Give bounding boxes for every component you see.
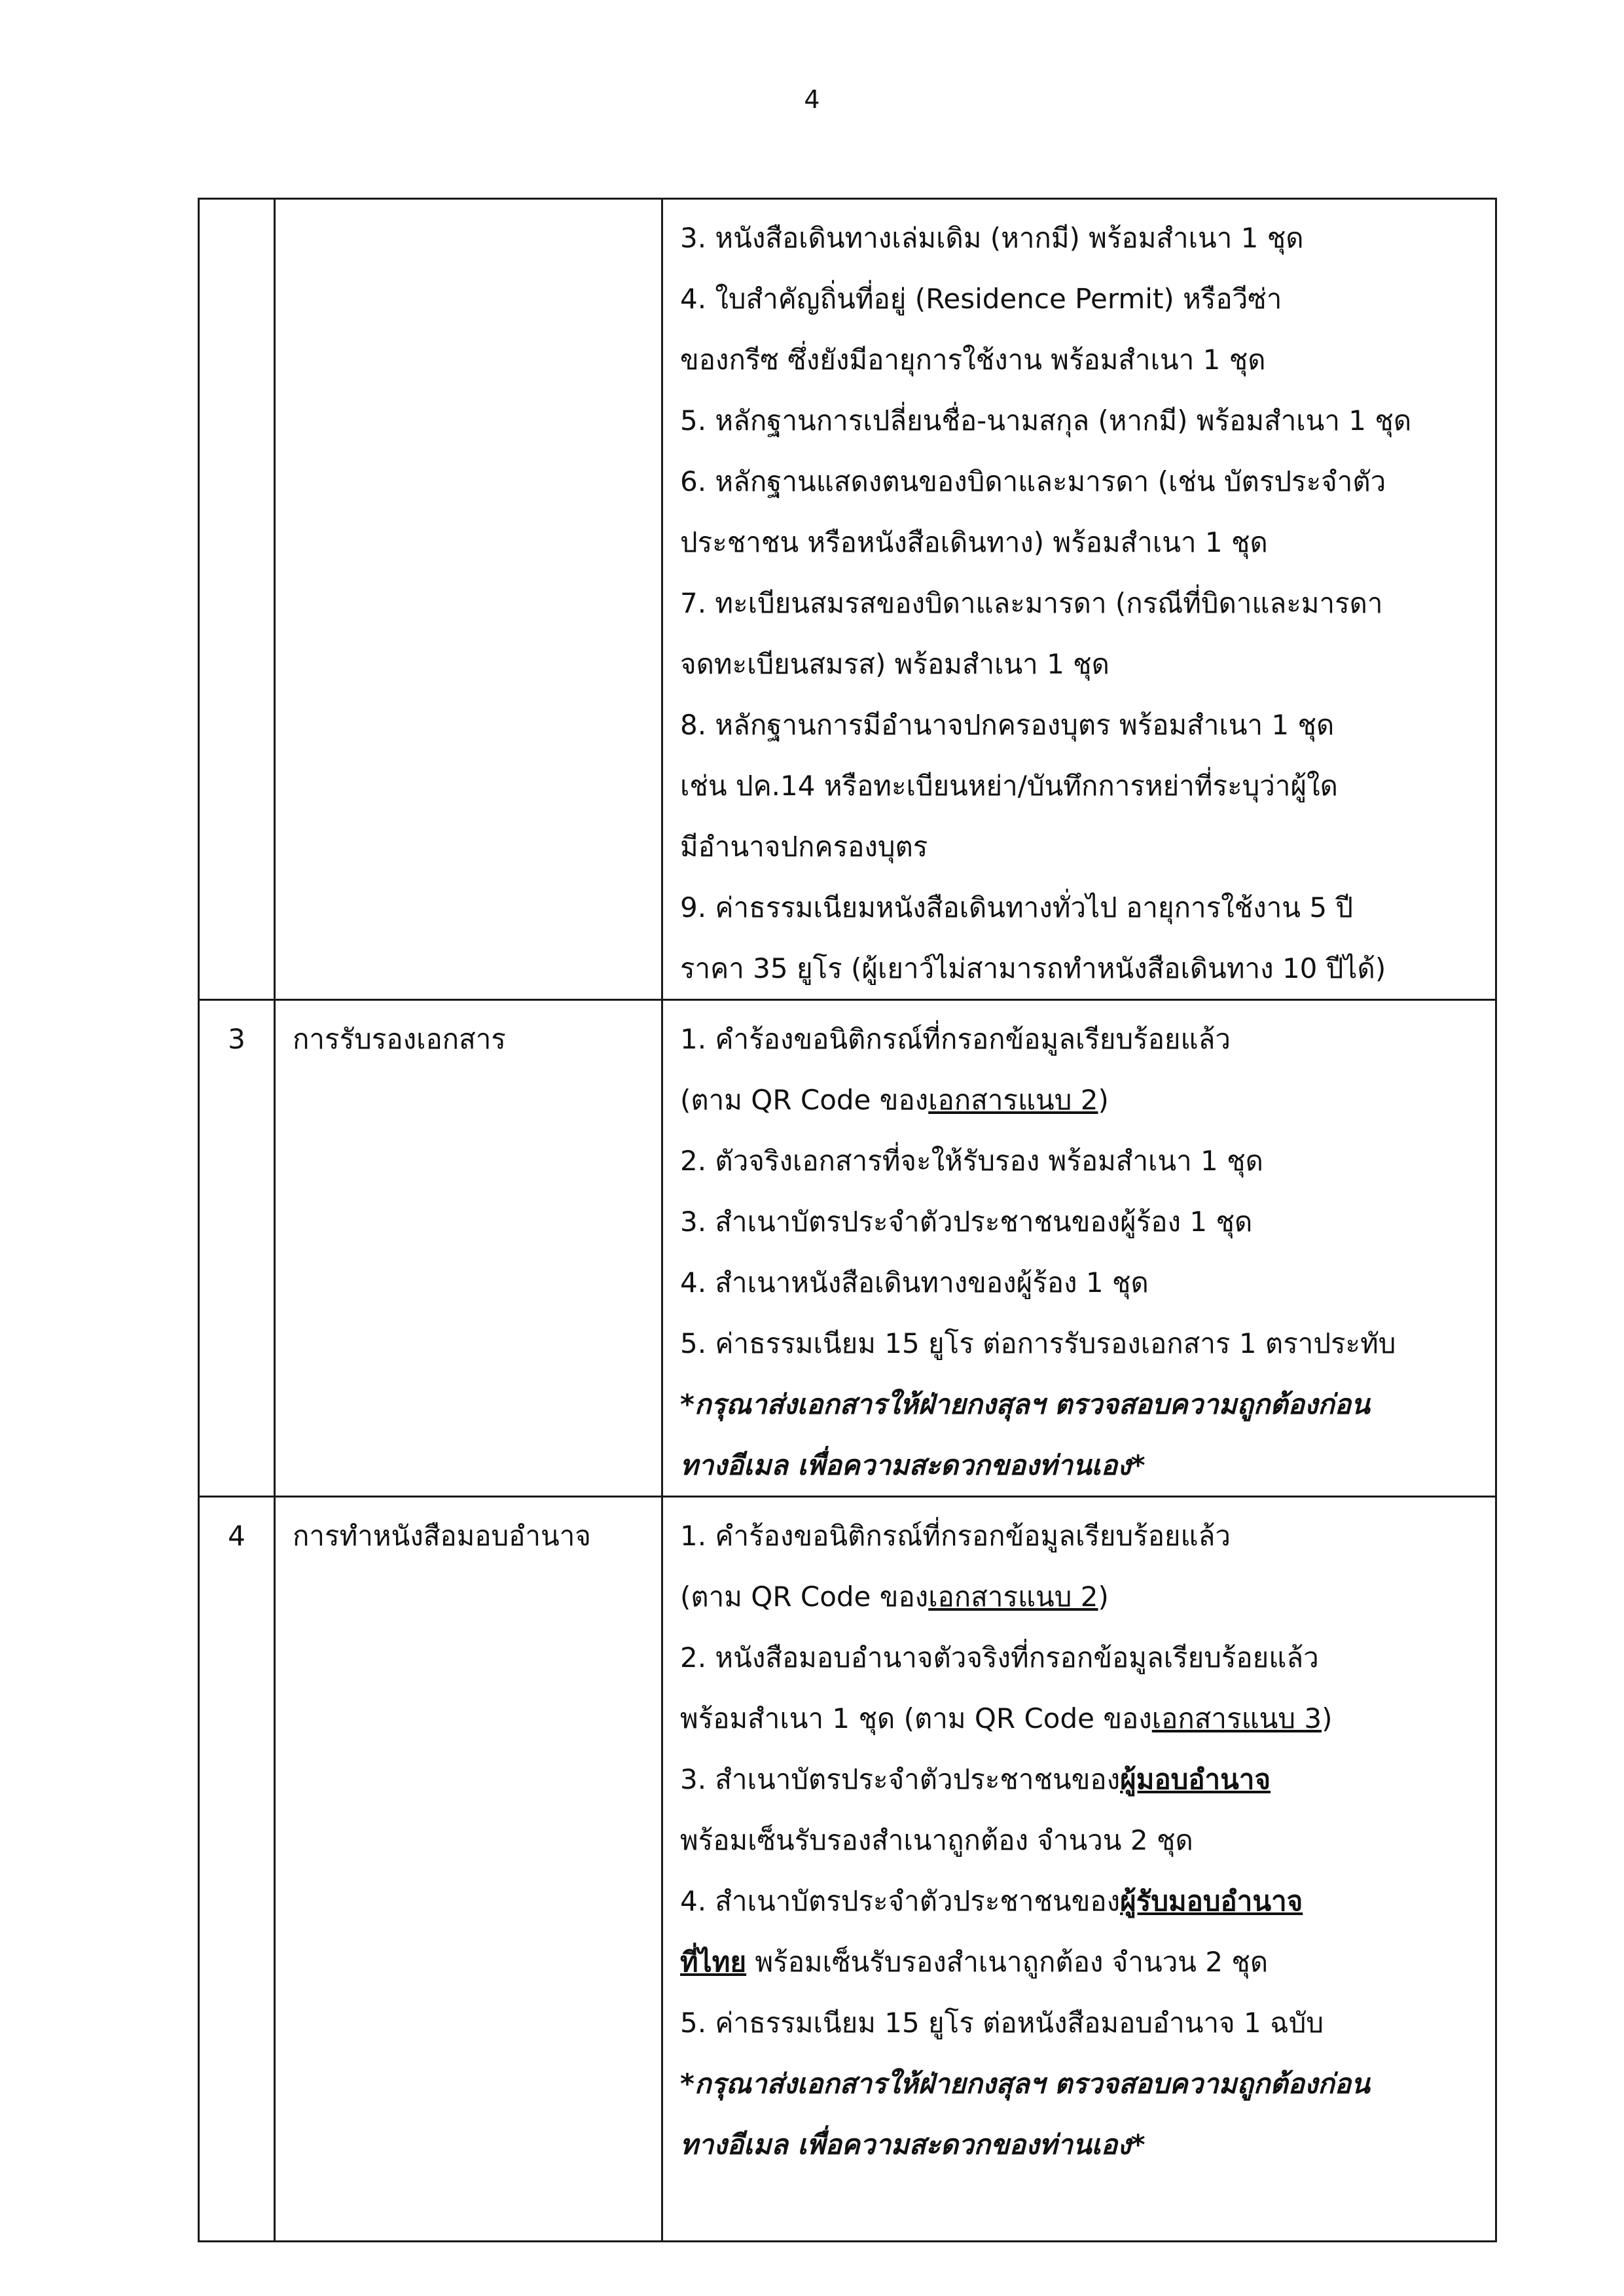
requirement-line: 6. หลักฐานแสดงตนของบิดาและมารดา (เช่น บัตรประจำตัว: [680, 465, 1386, 497]
table-row: [199, 1000, 1496, 1497]
requirement-text: ): [1322, 1702, 1333, 1734]
requirement-line: 8. หลักฐานการมีอำนาจปกครองบุตร พร้อมสำเนา 1 ชุด: [680, 709, 1335, 741]
grantor-emphasis: ผู้มอบอำนาจ: [1120, 1763, 1271, 1795]
note-line: *กรุณาส่งเอกสารให้ฝ่ายกงสุลฯ ตรวจสอบความถูกต้องก่อน: [680, 2068, 1370, 2100]
requirements-cell: [662, 199, 1496, 1000]
requirement-line: พร้อมเซ็นรับรองสำเนาถูกต้อง จำนวน 2 ชุด: [680, 1824, 1193, 1856]
requirement-text: ): [1098, 1084, 1109, 1116]
note-line: *กรุณาส่งเอกสารให้ฝ่ายกงสุลฯ ตรวจสอบความถูกต้องก่อน: [680, 1388, 1370, 1420]
requirement-line: [680, 1931, 1485, 1992]
requirement-text: พร้อมเซ็นรับรองสำเนาถูกต้อง จำนวน 2 ชุด: [746, 1946, 1269, 1978]
requirement-text: 3. สำเนาบัตรประจำตัวประชาชนของ: [680, 1763, 1121, 1795]
requirement-line: มีอำนาจปกครองบุตร: [680, 831, 928, 863]
attachment-2-link: เอกสารแนบ 2: [928, 1581, 1098, 1613]
requirement-text: (ตาม QR Code ของ: [680, 1581, 929, 1613]
requirement-line: 2. ตัวจริงเอกสารที่จะให้รับรอง พร้อมสำเนา 1 ชุด: [680, 1145, 1263, 1177]
requirement-line: 5. ค่าธรรมเนียม 15 ยูโร ต่อหนังสือมอบอำนาจ 1 ฉบับ: [680, 2007, 1324, 2039]
requirement-line: 2. หนังสือมอบอำนาจตัวจริงที่กรอกข้อมูลเรียบร้อยแล้ว: [680, 1641, 1319, 1674]
row-number-cell: [199, 199, 275, 1000]
in-thailand-emphasis: ที่ไทย: [680, 1946, 747, 1978]
requirements-table: [198, 198, 1497, 2242]
requirement-line: [680, 1566, 1485, 1627]
row-number-cell: 4: [199, 1497, 275, 2242]
page-number: 4: [804, 85, 820, 114]
requirement-line: เช่น ปค.14 หรือทะเบียนหย่า/บันทึกการหย่าที่ระบุว่าผู้ใด: [680, 770, 1338, 802]
requirement-line: 4. ใบสำคัญถิ่นที่อยู่ (Residence Permit) หรือวีซ่า: [680, 283, 1282, 315]
table-row: [199, 1497, 1496, 2242]
note-line: ทางอีเมล เพื่อความสะดวกของท่านเอง*: [680, 2128, 1146, 2161]
requirement-line: [680, 1871, 1485, 1931]
requirement-line: 1. คำร้องขอนิติกรณ์ที่กรอกข้อมูลเรียบร้อยแล้ว: [680, 1520, 1231, 1552]
grantee-emphasis: ผู้รับมอบอำนาจ: [1120, 1885, 1303, 1917]
requirement-line: ของกรีซ ซึ่งยังมีอายุการใช้งาน พร้อมสำเนา 1 ชุด: [680, 344, 1266, 376]
requirements-cell: [662, 1497, 1496, 2242]
note-line: ทางอีเมล เพื่อความสะดวกของท่านเอง*: [680, 1449, 1146, 1481]
service-cell: การรับรองเอกสาร: [275, 1000, 662, 1497]
requirement-line: 7. ทะเบียนสมรสของบิดาและมารดา (กรณีที่บิดาและมารดา: [680, 587, 1383, 619]
row-number-cell: 3: [199, 1000, 275, 1497]
requirement-line: 1. คำร้องขอนิติกรณ์ที่กรอกข้อมูลเรียบร้อยแล้ว: [680, 1023, 1231, 1055]
requirement-line: จดทะเบียนสมรส) พร้อมสำเนา 1 ชุด: [680, 648, 1110, 680]
requirement-line: 5. ค่าธรรมเนียม 15 ยูโร ต่อการรับรองเอกสาร 1 ตราประทับ: [680, 1327, 1396, 1359]
requirement-text: 4. สำเนาบัตรประจำตัวประชาชนของ: [680, 1885, 1121, 1917]
service-cell: การทำหนังสือมอบอำนาจ: [275, 1497, 662, 2242]
requirement-line: ราคา 35 ยูโร (ผู้เยาว์ไม่สามารถทำหนังสือเดินทาง 10 ปีได้): [680, 952, 1386, 984]
attachment-3-link: เอกสารแนบ 3: [1151, 1702, 1322, 1734]
table-row: [199, 199, 1496, 1000]
requirement-text: พร้อมสำเนา 1 ชุด (ตาม QR Code ของ: [680, 1702, 1152, 1734]
requirement-line: [680, 1688, 1485, 1749]
requirement-line: 9. ค่าธรรมเนียมหนังสือเดินทางทั่วไป อายุการใช้งาน 5 ปี: [680, 891, 1354, 924]
requirement-line: 4. สำเนาหนังสือเดินทางของผู้ร้อง 1 ชุด: [680, 1266, 1149, 1299]
service-cell: [275, 199, 662, 1000]
attachment-2-link: เอกสารแนบ 2: [928, 1084, 1098, 1116]
requirement-line: 3. หนังสือเดินทางเล่มเดิม (หากมี) พร้อมสำเนา 1 ชุด: [680, 222, 1304, 254]
requirement-line: [680, 1069, 1485, 1130]
requirement-line: 5. หลักฐานการเปลี่ยนชื่อ-นามสกุล (หากมี) พร้อมสำเนา 1 ชุด: [680, 404, 1412, 437]
requirement-text: (ตาม QR Code ของ: [680, 1084, 929, 1116]
requirement-text: ): [1098, 1581, 1109, 1613]
requirement-line: ประชาชน หรือหนังสือเดินทาง) พร้อมสำเนา 1 ชุด: [680, 526, 1268, 558]
requirement-line: [680, 1749, 1485, 1810]
requirement-line: 3. สำเนาบัตรประจำตัวประชาชนของผู้ร้อง 1 ชุด: [680, 1206, 1253, 1238]
requirements-cell: [662, 1000, 1496, 1497]
